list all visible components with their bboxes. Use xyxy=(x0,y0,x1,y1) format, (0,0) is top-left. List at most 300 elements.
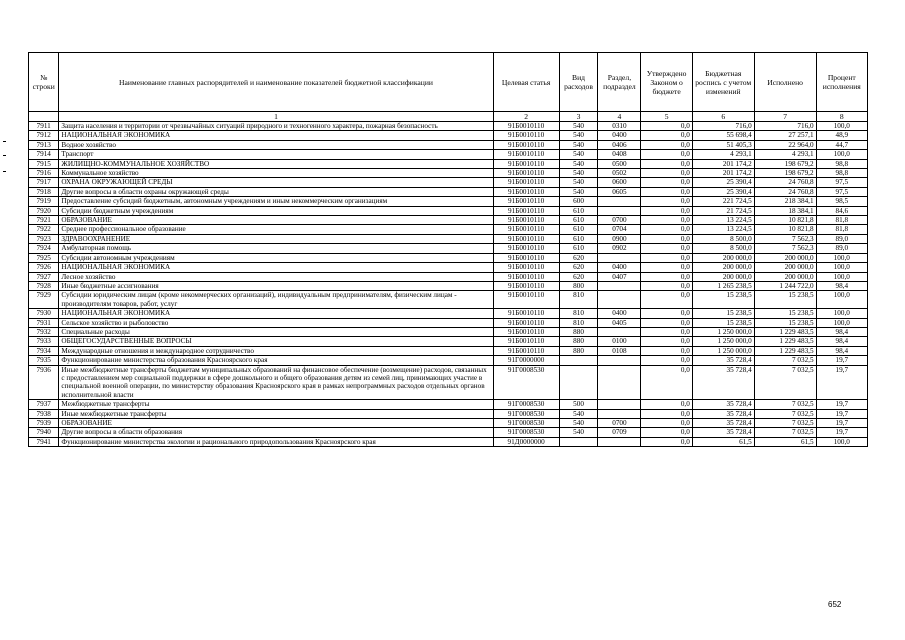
budget-list-amount: 15 238,5 xyxy=(692,318,754,327)
expense-type: 540 xyxy=(559,419,598,428)
indicator-name: Субсидии бюджетным учреждениям xyxy=(59,206,493,215)
expense-type: 810 xyxy=(559,309,598,318)
execution-percent: 100,0 xyxy=(816,263,867,272)
target-article: 91Б0010110 xyxy=(493,131,559,140)
row-number: 7921 xyxy=(29,216,59,225)
table-row xyxy=(29,419,868,428)
execution-percent: 19,7 xyxy=(816,365,867,400)
expense-type: 540 xyxy=(559,131,598,140)
execution-percent: 81,8 xyxy=(816,225,867,234)
target-article: 91Г0008530 xyxy=(493,365,559,400)
executed-amount: 22 964,0 xyxy=(754,140,816,149)
header-row-number: № строки xyxy=(29,53,59,112)
table-row xyxy=(29,428,868,437)
executed-amount: 200 000,0 xyxy=(754,272,816,281)
execution-percent: 81,8 xyxy=(816,216,867,225)
budget-list-amount: 55 698,4 xyxy=(692,131,754,140)
row-number: 7933 xyxy=(29,337,59,346)
target-article: 91Г0008530 xyxy=(493,428,559,437)
execution-percent: 98,4 xyxy=(816,337,867,346)
table-row xyxy=(29,122,868,131)
row-number: 7938 xyxy=(29,409,59,418)
target-article: 91Г0000000 xyxy=(493,356,559,365)
approved-amount: 0,0 xyxy=(641,291,692,309)
column-number: 1 xyxy=(59,112,493,122)
target-article: 91Б0010110 xyxy=(493,346,559,355)
executed-amount: 7 032,5 xyxy=(754,356,816,365)
execution-percent: 97,5 xyxy=(816,178,867,187)
approved-amount: 0,0 xyxy=(641,409,692,418)
indicator-name: Субсидии автономным учреждениям xyxy=(59,253,493,262)
table-row xyxy=(29,234,868,243)
budget-execution-table xyxy=(28,52,868,447)
target-article: 91Б0010110 xyxy=(493,178,559,187)
approved-amount: 0,0 xyxy=(641,419,692,428)
indicator-name: ЖИЛИЩНО-КОММУНАЛЬНОЕ ХОЗЯЙСТВО xyxy=(59,159,493,168)
execution-percent: 97,5 xyxy=(816,187,867,196)
table-row xyxy=(29,244,868,253)
execution-percent: 100,0 xyxy=(816,272,867,281)
row-number: 7940 xyxy=(29,428,59,437)
row-number: 7935 xyxy=(29,356,59,365)
row-number: 7915 xyxy=(29,159,59,168)
approved-amount: 0,0 xyxy=(641,253,692,262)
expense-type: 620 xyxy=(559,263,598,272)
table-row xyxy=(29,281,868,290)
expense-type: 810 xyxy=(559,291,598,309)
budget-list-amount: 200 000,0 xyxy=(692,253,754,262)
expense-type: 540 xyxy=(559,178,598,187)
row-number: 7925 xyxy=(29,253,59,262)
approved-amount: 0,0 xyxy=(641,400,692,409)
expense-type: 540 xyxy=(559,428,598,437)
approved-amount: 0,0 xyxy=(641,309,692,318)
row-number: 7939 xyxy=(29,419,59,428)
approved-amount: 0,0 xyxy=(641,216,692,225)
execution-percent: 98,8 xyxy=(816,159,867,168)
executed-amount: 218 384,1 xyxy=(754,197,816,206)
executed-amount: 10 821,8 xyxy=(754,225,816,234)
expense-type: 880 xyxy=(559,337,598,346)
table-row xyxy=(29,216,868,225)
expense-type: 540 xyxy=(559,169,598,178)
executed-amount: 1 229 483,5 xyxy=(754,327,816,336)
executed-amount: 10 821,8 xyxy=(754,216,816,225)
executed-amount: 1 229 483,5 xyxy=(754,337,816,346)
approved-amount: 0,0 xyxy=(641,263,692,272)
indicator-name: Иные межбюджетные трансферты xyxy=(59,409,493,418)
approved-amount: 0,0 xyxy=(641,197,692,206)
header-section: Раздел, подраздел xyxy=(598,53,641,112)
section-code: 0900 xyxy=(598,234,641,243)
target-article: 91Б0010110 xyxy=(493,337,559,346)
indicator-name: Иные межбюджетные трансферты бюджетам муниципальных образований на финансовое обеспечение (возмещение) расходов, связанных с предоставлением мер социальной поддержки в сфере дошкольного и общего образования детям из семей лиц, принимающих участие в специальной военной операции, по министерству образования Красноярского края в рамках непрограммных расходов отдельных органов исполнительной власти xyxy=(59,365,493,400)
approved-amount: 0,0 xyxy=(641,150,692,159)
column-number: 4 xyxy=(598,112,641,122)
budget-list-amount: 35 728,4 xyxy=(692,419,754,428)
execution-percent: 98,4 xyxy=(816,281,867,290)
execution-percent: 19,7 xyxy=(816,400,867,409)
table-row xyxy=(29,327,868,336)
target-article: 91Б0010110 xyxy=(493,263,559,272)
row-number: 7929 xyxy=(29,291,59,309)
target-article: 91Б0010110 xyxy=(493,122,559,131)
table-row xyxy=(29,225,868,234)
budget-list-amount: 221 724,5 xyxy=(692,197,754,206)
expense-type: 600 xyxy=(559,197,598,206)
indicator-name: НАЦИОНАЛЬНАЯ ЭКОНОМИКА xyxy=(59,263,493,272)
budget-list-amount: 200 000,0 xyxy=(692,263,754,272)
target-article: 91Б0010110 xyxy=(493,234,559,243)
section-code xyxy=(598,206,641,215)
expense-type: 610 xyxy=(559,234,598,243)
approved-amount: 0,0 xyxy=(641,244,692,253)
budget-list-amount: 1 265 238,5 xyxy=(692,281,754,290)
execution-percent: 89,0 xyxy=(816,244,867,253)
section-code: 0600 xyxy=(598,178,641,187)
approved-amount: 0,0 xyxy=(641,327,692,336)
section-code xyxy=(598,356,641,365)
section-code: 0310 xyxy=(598,122,641,131)
execution-percent: 100,0 xyxy=(816,122,867,131)
section-code: 0400 xyxy=(598,263,641,272)
expense-type: 540 xyxy=(559,187,598,196)
column-number-row xyxy=(29,112,868,122)
budget-list-amount: 35 728,4 xyxy=(692,409,754,418)
budget-list-amount: 25 390,4 xyxy=(692,187,754,196)
indicator-name: Другие вопросы в области образования xyxy=(59,428,493,437)
approved-amount: 0,0 xyxy=(641,122,692,131)
table-row xyxy=(29,337,868,346)
header-expense-type: Вид расходов xyxy=(559,53,598,112)
table-row xyxy=(29,206,868,215)
approved-amount: 0,0 xyxy=(641,169,692,178)
margin-mark xyxy=(3,171,6,172)
target-article: 91Г0008530 xyxy=(493,419,559,428)
table-row xyxy=(29,409,868,418)
expense-type xyxy=(559,437,598,446)
expense-type: 810 xyxy=(559,318,598,327)
indicator-name: НАЦИОНАЛЬНАЯ ЭКОНОМИКА xyxy=(59,309,493,318)
expense-type: 620 xyxy=(559,253,598,262)
expense-type: 540 xyxy=(559,409,598,418)
table-row xyxy=(29,187,868,196)
table-row xyxy=(29,272,868,281)
target-article: 91Б0010110 xyxy=(493,272,559,281)
target-article: 91Б0010110 xyxy=(493,309,559,318)
target-article: 91Б0010110 xyxy=(493,253,559,262)
execution-percent: 19,7 xyxy=(816,356,867,365)
approved-amount: 0,0 xyxy=(641,318,692,327)
approved-amount: 0,0 xyxy=(641,272,692,281)
indicator-name: Коммунальное хозяйство xyxy=(59,169,493,178)
row-number: 7932 xyxy=(29,327,59,336)
indicator-name: Другие вопросы в области охраны окружающей среды xyxy=(59,187,493,196)
executed-amount: 7 032,5 xyxy=(754,428,816,437)
section-code xyxy=(598,409,641,418)
execution-percent: 48,9 xyxy=(816,131,867,140)
column-number: 3 xyxy=(559,112,598,122)
executed-amount: 200 000,0 xyxy=(754,253,816,262)
table-row xyxy=(29,140,868,149)
approved-amount: 0,0 xyxy=(641,159,692,168)
expense-type: 540 xyxy=(559,159,598,168)
row-number: 7917 xyxy=(29,178,59,187)
row-number: 7923 xyxy=(29,234,59,243)
section-code xyxy=(598,365,641,400)
indicator-name: Субсидии юридическим лицам (кроме некоммерческих организаций), индивидуальным предпринимателям, физическим лицам - производителям товаров, работ, услуг xyxy=(59,291,493,309)
executed-amount: 200 000,0 xyxy=(754,263,816,272)
target-article: 91Б0010110 xyxy=(493,318,559,327)
section-code xyxy=(598,281,641,290)
execution-percent: 100,0 xyxy=(816,291,867,309)
expense-type: 880 xyxy=(559,346,598,355)
budget-list-amount: 35 728,4 xyxy=(692,428,754,437)
column-number: 8 xyxy=(816,112,867,122)
indicator-name: ОБРАЗОВАНИЕ xyxy=(59,216,493,225)
approved-amount: 0,0 xyxy=(641,234,692,243)
column-number: 7 xyxy=(754,112,816,122)
row-number: 7927 xyxy=(29,272,59,281)
section-code: 0502 xyxy=(598,169,641,178)
row-number: 7920 xyxy=(29,206,59,215)
table-row xyxy=(29,318,868,327)
executed-amount: 15 238,5 xyxy=(754,309,816,318)
budget-list-amount: 200 000,0 xyxy=(692,272,754,281)
executed-amount: 27 257,1 xyxy=(754,131,816,140)
table-row xyxy=(29,178,868,187)
budget-list-amount: 716,0 xyxy=(692,122,754,131)
executed-amount: 1 229 483,5 xyxy=(754,346,816,355)
execution-percent: 98,4 xyxy=(816,327,867,336)
indicator-name: Специальные расходы xyxy=(59,327,493,336)
expense-type: 610 xyxy=(559,225,598,234)
section-code: 0100 xyxy=(598,337,641,346)
execution-percent: 100,0 xyxy=(816,150,867,159)
section-code: 0406 xyxy=(598,140,641,149)
budget-list-amount: 35 728,4 xyxy=(692,356,754,365)
executed-amount: 18 384,1 xyxy=(754,206,816,215)
section-code xyxy=(598,253,641,262)
table-body xyxy=(29,122,868,447)
target-article: 91Г0008530 xyxy=(493,400,559,409)
budget-list-amount: 201 174,2 xyxy=(692,169,754,178)
approved-amount: 0,0 xyxy=(641,346,692,355)
approved-amount: 0,0 xyxy=(641,356,692,365)
executed-amount: 15 238,5 xyxy=(754,291,816,309)
section-code: 0700 xyxy=(598,216,641,225)
section-code: 0108 xyxy=(598,346,641,355)
execution-percent: 100,0 xyxy=(816,253,867,262)
approved-amount: 0,0 xyxy=(641,365,692,400)
expense-type xyxy=(559,365,598,400)
executed-amount: 24 760,8 xyxy=(754,178,816,187)
margin-mark xyxy=(3,141,6,142)
budget-list-amount: 8 500,0 xyxy=(692,244,754,253)
row-number: 7916 xyxy=(29,169,59,178)
indicator-name: Лесное хозяйство xyxy=(59,272,493,281)
row-number: 7924 xyxy=(29,244,59,253)
indicator-name: ЗДРАВООХРАНЕНИЕ xyxy=(59,234,493,243)
target-article: 91Б0010110 xyxy=(493,216,559,225)
target-article: 91Б0010110 xyxy=(493,187,559,196)
target-article: 91Г0008530 xyxy=(493,409,559,418)
indicator-name: Предоставление субсидий бюджетным, автономным учреждениям и иным некоммерческим организациям xyxy=(59,197,493,206)
approved-amount: 0,0 xyxy=(641,131,692,140)
header-executed: Исполнено xyxy=(754,53,816,112)
approved-amount: 0,0 xyxy=(641,225,692,234)
execution-percent: 100,0 xyxy=(816,309,867,318)
section-code: 0405 xyxy=(598,318,641,327)
column-number: 2 xyxy=(493,112,559,122)
indicator-name: ОХРАНА ОКРУЖАЮЩЕЙ СРЕДЫ xyxy=(59,178,493,187)
budget-list-amount: 1 250 000,0 xyxy=(692,346,754,355)
approved-amount: 0,0 xyxy=(641,428,692,437)
indicator-name: Функционирование министерства образования Красноярского края xyxy=(59,356,493,365)
budget-list-amount: 25 390,4 xyxy=(692,178,754,187)
expense-type xyxy=(559,356,598,365)
header-approved: Утверждено Законом о бюджете xyxy=(641,53,692,112)
row-number: 7913 xyxy=(29,140,59,149)
approved-amount: 0,0 xyxy=(641,337,692,346)
execution-percent: 19,7 xyxy=(816,428,867,437)
row-number: 7918 xyxy=(29,187,59,196)
target-article: 91Б0010110 xyxy=(493,327,559,336)
executed-amount: 1 244 722,0 xyxy=(754,281,816,290)
row-number: 7919 xyxy=(29,197,59,206)
table-row xyxy=(29,263,868,272)
execution-percent: 98,8 xyxy=(816,169,867,178)
execution-percent: 98,5 xyxy=(816,197,867,206)
section-code xyxy=(598,197,641,206)
section-code: 0709 xyxy=(598,428,641,437)
budget-list-amount: 4 293,1 xyxy=(692,150,754,159)
indicator-name: ОБРАЗОВАНИЕ xyxy=(59,419,493,428)
table-row xyxy=(29,309,868,318)
row-number: 7930 xyxy=(29,309,59,318)
indicator-name: Амбулаторная помощь xyxy=(59,244,493,253)
budget-list-amount: 8 500,0 xyxy=(692,234,754,243)
target-article: 91Б0010110 xyxy=(493,140,559,149)
expense-type: 540 xyxy=(559,122,598,131)
indicator-name: Сельское хозяйство и рыболовство xyxy=(59,318,493,327)
budget-list-amount: 1 250 000,0 xyxy=(692,327,754,336)
row-number: 7911 xyxy=(29,122,59,131)
expense-type: 800 xyxy=(559,281,598,290)
budget-list-amount: 201 174,2 xyxy=(692,159,754,168)
header-target-article: Целевая статья xyxy=(493,53,559,112)
indicator-name: Защита населения и территории от чрезвычайных ситуаций природного и техногенного характера, пожарная безопасность xyxy=(59,122,493,131)
section-code xyxy=(598,437,641,446)
executed-amount: 7 032,5 xyxy=(754,409,816,418)
executed-amount: 7 032,5 xyxy=(754,365,816,400)
executed-amount: 716,0 xyxy=(754,122,816,131)
table-row xyxy=(29,356,868,365)
section-code xyxy=(598,327,641,336)
table-row xyxy=(29,253,868,262)
budget-list-amount: 35 728,4 xyxy=(692,365,754,400)
execution-percent: 84,6 xyxy=(816,206,867,215)
expense-type: 620 xyxy=(559,272,598,281)
indicator-name: НАЦИОНАЛЬНАЯ ЭКОНОМИКА xyxy=(59,131,493,140)
budget-list-amount: 15 238,5 xyxy=(692,291,754,309)
execution-percent: 89,0 xyxy=(816,234,867,243)
table-row xyxy=(29,291,868,309)
row-number: 7934 xyxy=(29,346,59,355)
row-number: 7936 xyxy=(29,365,59,400)
indicator-name: Функционирование министерства экологии и рационального природопользования Красноярского края xyxy=(59,437,493,446)
expense-type: 500 xyxy=(559,400,598,409)
target-article: 91Б0010110 xyxy=(493,169,559,178)
executed-amount: 7 562,3 xyxy=(754,234,816,243)
section-code: 0407 xyxy=(598,272,641,281)
header-budget-list: Бюджетная роспись с учетом изменений xyxy=(692,53,754,112)
budget-list-amount: 15 238,5 xyxy=(692,309,754,318)
header-name: Наименование главных распорядителей и наименование показателей бюджетной классификации xyxy=(59,53,493,112)
row-number: 7912 xyxy=(29,131,59,140)
table-header-row xyxy=(29,53,868,112)
executed-amount: 4 293,1 xyxy=(754,150,816,159)
target-article: 91Б0010110 xyxy=(493,197,559,206)
executed-amount: 24 760,8 xyxy=(754,187,816,196)
indicator-name: Водное хозяйство xyxy=(59,140,493,149)
target-article: 91Б0010110 xyxy=(493,291,559,309)
table-row xyxy=(29,150,868,159)
executed-amount: 61,5 xyxy=(754,437,816,446)
indicator-name: Транспорт xyxy=(59,150,493,159)
executed-amount: 198 679,2 xyxy=(754,169,816,178)
approved-amount: 0,0 xyxy=(641,178,692,187)
indicator-name: Международные отношения и международное сотрудничество xyxy=(59,346,493,355)
row-number: 7931 xyxy=(29,318,59,327)
budget-list-amount: 13 224,5 xyxy=(692,216,754,225)
row-number: 7922 xyxy=(29,225,59,234)
executed-amount: 198 679,2 xyxy=(754,159,816,168)
table-row xyxy=(29,365,868,400)
expense-type: 540 xyxy=(559,140,598,149)
row-number: 7941 xyxy=(29,437,59,446)
approved-amount: 0,0 xyxy=(641,281,692,290)
budget-list-amount: 1 250 000,0 xyxy=(692,337,754,346)
execution-percent: 100,0 xyxy=(816,318,867,327)
table-row xyxy=(29,346,868,355)
target-article: 91Б0010110 xyxy=(493,206,559,215)
indicator-name: Среднее профессиональное образование xyxy=(59,225,493,234)
indicator-name: ОБЩЕГОСУДАРСТВЕННЫЕ ВОПРОСЫ xyxy=(59,337,493,346)
executed-amount: 15 238,5 xyxy=(754,318,816,327)
approved-amount: 0,0 xyxy=(641,140,692,149)
target-article: 91Д0000000 xyxy=(493,437,559,446)
execution-percent: 44,7 xyxy=(816,140,867,149)
executed-amount: 7 562,3 xyxy=(754,244,816,253)
execution-percent: 98,4 xyxy=(816,346,867,355)
execution-percent: 100,0 xyxy=(816,437,867,446)
row-number: 7926 xyxy=(29,263,59,272)
section-code: 0902 xyxy=(598,244,641,253)
budget-list-amount: 35 728,4 xyxy=(692,400,754,409)
table-row xyxy=(29,437,868,446)
page-number: 652 xyxy=(828,600,842,609)
expense-type: 880 xyxy=(559,327,598,336)
indicator-name: Иные бюджетные ассигнования xyxy=(59,281,493,290)
executed-amount: 7 032,5 xyxy=(754,419,816,428)
section-code xyxy=(598,291,641,309)
row-number: 7914 xyxy=(29,150,59,159)
section-code xyxy=(598,400,641,409)
column-number: 5 xyxy=(641,112,692,122)
approved-amount: 0,0 xyxy=(641,206,692,215)
target-article: 91Б0010110 xyxy=(493,281,559,290)
